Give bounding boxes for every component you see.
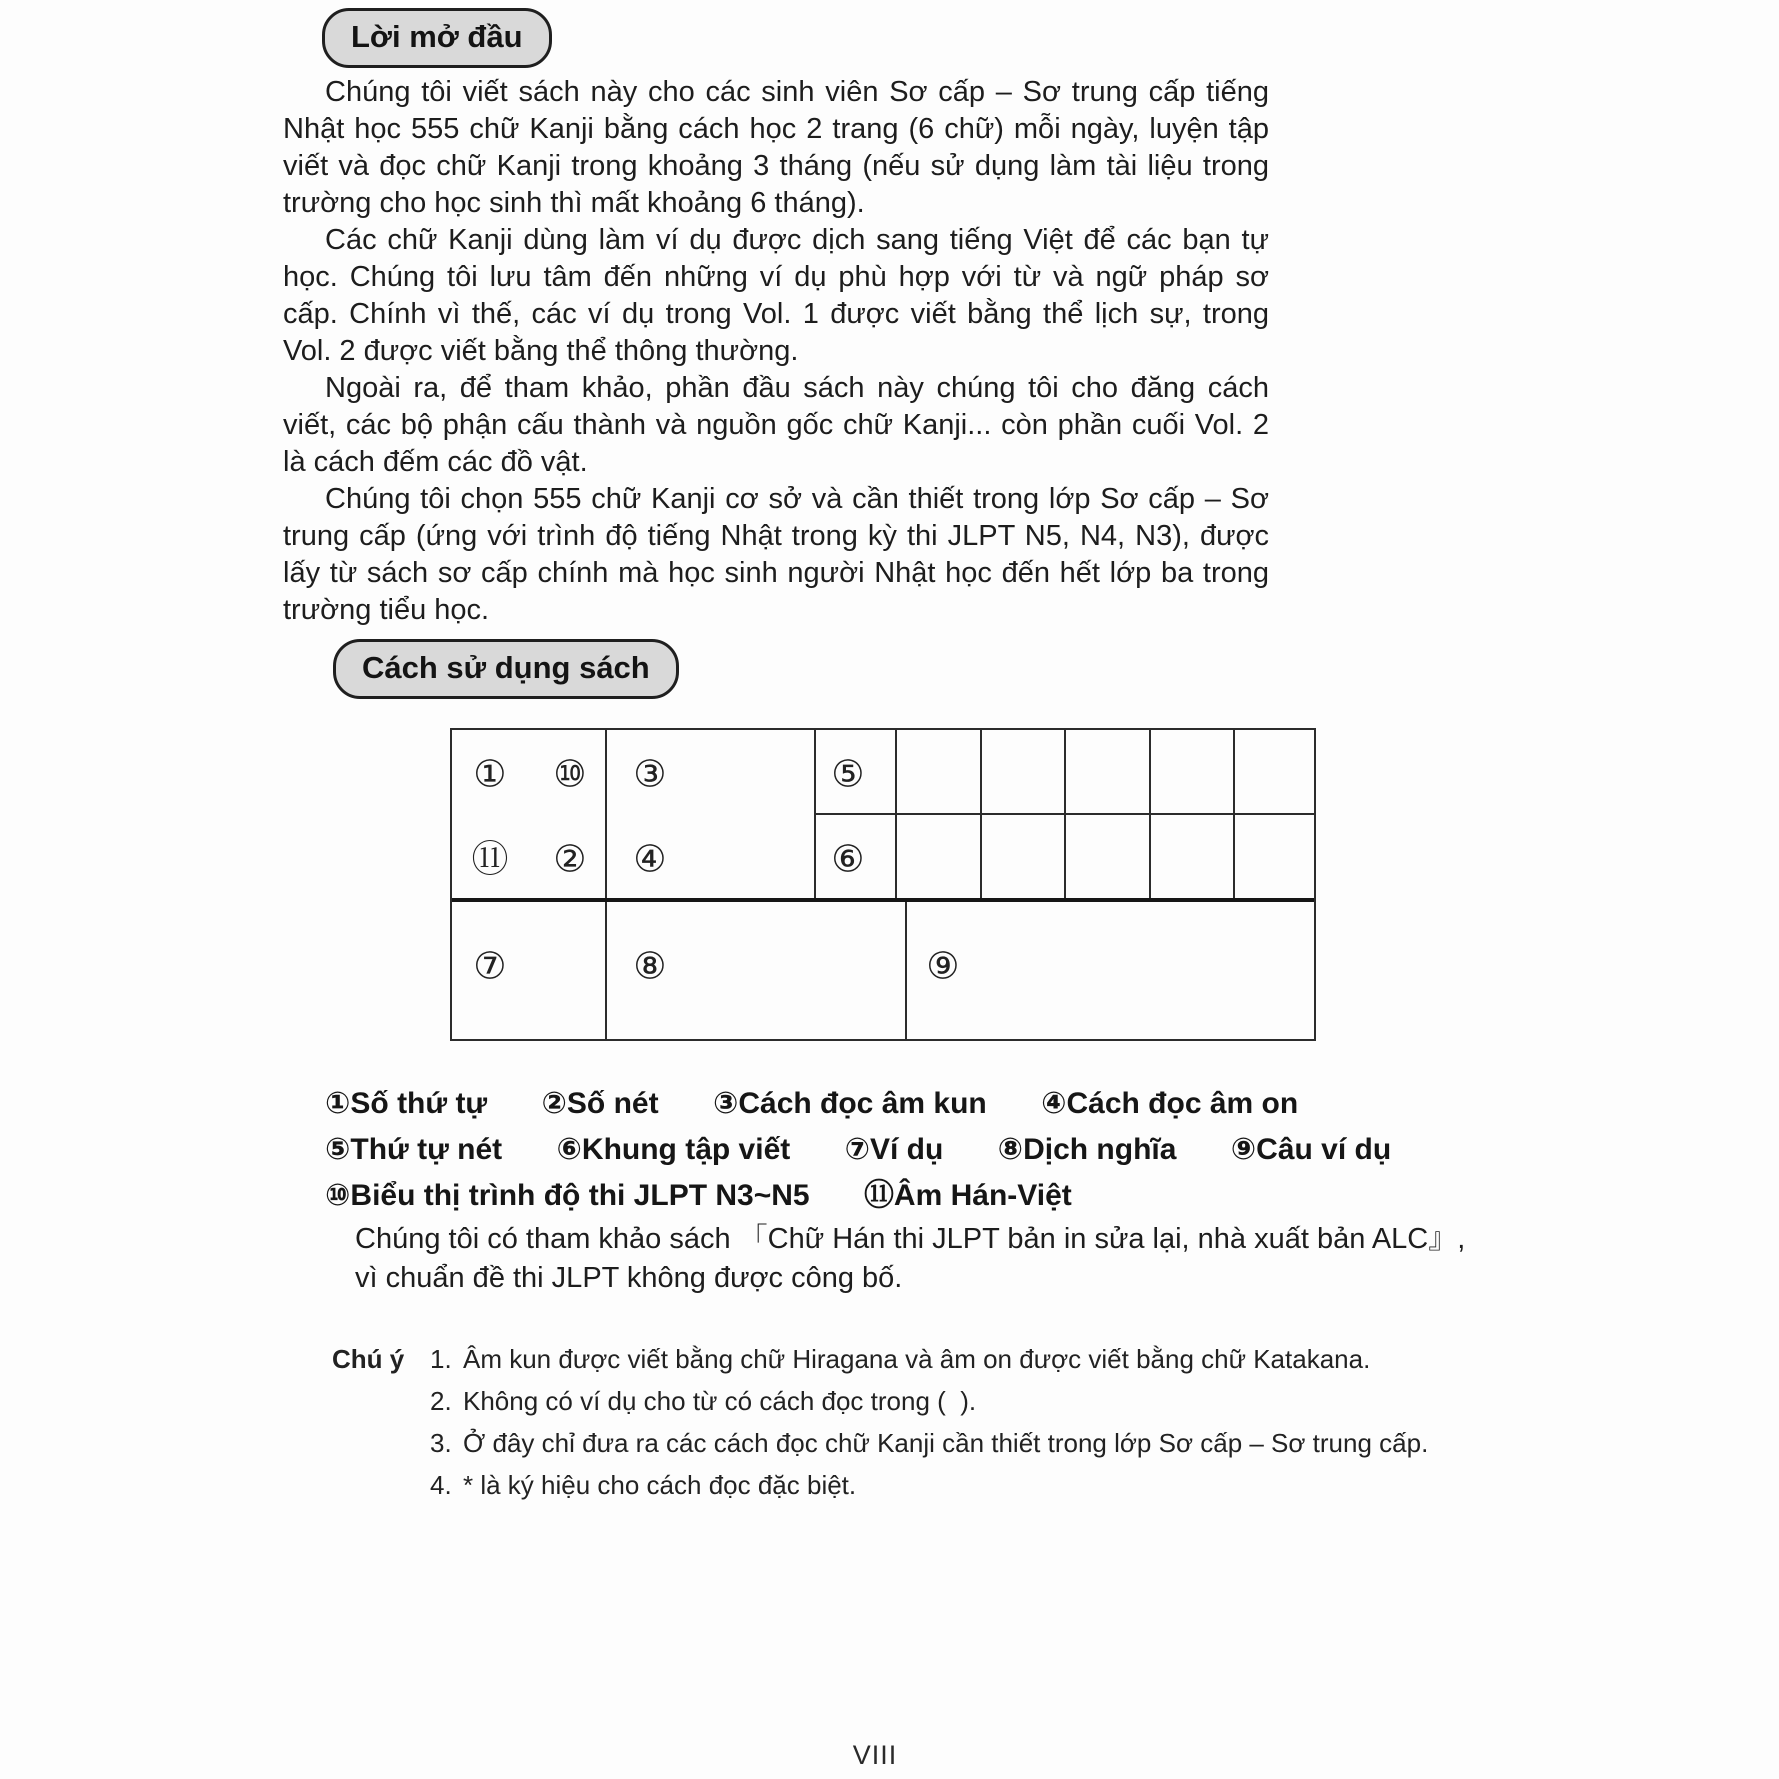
preface-paragraph-3: Ngoài ra, để tham khảo, phần đầu sách này chúng tôi cho đăng cách viết, các bộ phận cấu thành và nguồn gốc chữ Kanji... còn phần cuối Vol. 2 là cách đếm các đồ vật.	[283, 372, 1269, 478]
marker-10: ⑩	[553, 752, 587, 796]
legend-item-10: ⑩Biểu thị trình độ thi JLPT N3~N5	[325, 1179, 810, 1212]
note-number: 4.	[430, 1470, 452, 1500]
legend-row	[325, 1086, 1505, 1122]
marker-4: ④	[633, 837, 667, 881]
marker-6: ⑥	[831, 837, 865, 881]
note-text: Âm kun được viết bằng chữ Hiragana và âm on được viết bằng chữ Katakana.	[463, 1344, 1371, 1374]
legend-item-9: ⑨Câu ví dụ	[1230, 1133, 1392, 1166]
marker-5: ⑤	[831, 752, 865, 796]
preface-text-block	[283, 74, 1269, 629]
legend-item-4: ④Cách đọc âm on	[1041, 1087, 1299, 1120]
note-item	[430, 1430, 1492, 1457]
notes-label: Chú ý	[332, 1344, 405, 1374]
preface-paragraph-2: Các chữ Kanji dùng làm ví dụ được dịch sang tiếng Việt để các bạn tự học. Chúng tôi lưu tâm đến những ví dụ phù hợp với từ và ngữ pháp sơ cấp. Chính vì thế, các ví dụ trong Vol. 1 được viết bằng thể lịch sự, trong Vol. 2 được viết bằng thể thông thường.	[283, 224, 1269, 367]
preface-section-badge: Lời mở đầu	[322, 8, 552, 68]
legend-item-7: ⑦Ví dụ	[844, 1133, 944, 1166]
legend-item-1: ①Số thứ tự	[325, 1087, 488, 1120]
marker-11: ⑪	[471, 837, 509, 881]
legend-item-3: ③Cách đọc âm kun	[712, 1087, 987, 1120]
usage-section-badge: Cách sử dụng sách	[333, 639, 679, 699]
table-line	[605, 730, 607, 898]
legend-item-5: ⑤Thứ tự nét	[325, 1133, 503, 1166]
note-number: 1.	[430, 1344, 452, 1374]
reference-line-2: vì chuẩn đề thi JLPT không được công bố.	[355, 1262, 903, 1294]
reference-paragraph	[355, 1220, 1475, 1298]
note-number: 2.	[430, 1386, 452, 1416]
note-item	[430, 1388, 1492, 1415]
usage-layout-diagram	[450, 728, 1316, 1041]
legend-row	[325, 1178, 1505, 1214]
table-line	[605, 902, 607, 1039]
marker-1: ①	[473, 752, 507, 796]
note-text: Không có ví dụ cho từ có cách đọc trong ( ).	[463, 1386, 977, 1416]
table-line	[814, 813, 1314, 815]
legend-item-8: ⑧Dịch nghĩa	[997, 1133, 1177, 1166]
note-text: * là ký hiệu cho cách đọc đặc biệt.	[463, 1470, 857, 1500]
marker-2: ②	[553, 837, 587, 881]
marker-9: ⑨	[926, 944, 960, 988]
marker-3: ③	[633, 752, 667, 796]
preface-paragraph-1: Chúng tôi viết sách này cho các sinh viên Sơ cấp – Sơ trung cấp tiếng Nhật học 555 chữ Kanji bằng cách học 2 trang (6 chữ) mỗi ngày, luyện tập viết và đọc chữ Kanji trong khoảng 3 tháng (nếu sử dụng làm tài liệu trong trường cho học sinh thì mất khoảng 6 tháng).	[283, 76, 1269, 219]
legend-item-6: ⑥Khung tập viết	[556, 1133, 791, 1166]
legend-item-2: ②Số nét	[541, 1087, 659, 1120]
table-thick-line	[452, 898, 1314, 902]
preface-paragraph-4: Chúng tôi chọn 555 chữ Kanji cơ sở và cần thiết trong lớp Sơ cấp – Sơ trung cấp (ứng với trình độ tiếng Nhật trong kỳ thi JLPT N5, N4, N3), được lấy từ sách sơ cấp chính mà học sinh người Nhật học đến hết lớp ba trong trường tiểu học.	[283, 483, 1269, 626]
marker-8: ⑧	[633, 944, 667, 988]
note-number: 3.	[430, 1428, 452, 1458]
reference-line-1: Chúng tôi có tham khảo sách 「Chữ Hán thi JLPT bản in sửa lại, nhà xuất bản ALC』,	[355, 1223, 1466, 1255]
notes-section	[332, 1346, 1492, 1514]
page-number: VIII	[852, 1740, 898, 1770]
legend-item-11: ⑪Âm Hán-Việt	[863, 1179, 1072, 1212]
table-line	[905, 902, 907, 1039]
marker-7: ⑦	[473, 944, 507, 988]
diagram-legend	[325, 1086, 1505, 1224]
note-text: Ở đây chỉ đưa ra các cách đọc chữ Kanji cần thiết trong lớp Sơ cấp – Sơ trung cấp.	[463, 1428, 1429, 1458]
note-item	[430, 1472, 1492, 1499]
legend-row	[325, 1132, 1505, 1168]
notes-list	[430, 1346, 1492, 1514]
note-item	[430, 1346, 1492, 1373]
